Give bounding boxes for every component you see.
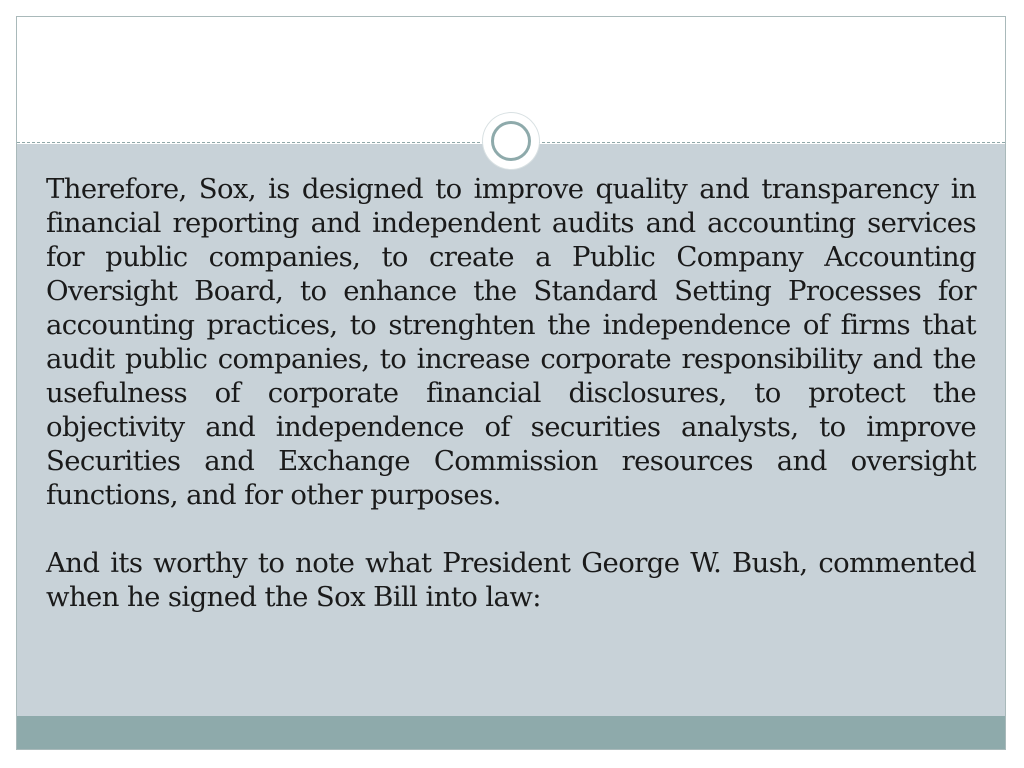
body-paragraph-bush-comment: And its worthy to note what President George W. Bush, commented when he signed the Sox Bill into law:: [46, 547, 976, 613]
slide: [16, 16, 1006, 750]
body-paragraph-sox-purpose: Therefore, Sox, is designed to improve quality and transparency in financial reporting and independent audits and accounting services for public companies, to create a Public Company Accounting Oversight Board, to enhance the Standard Setting Processes for accounting practices, to strenghten the independence of firms that audit public companies, to increase corporate responsibility and the usefulness of corporate financial disclosures, to protect the objectivity and independence of securities analysts, to improve Securities and Exchange Commission resources and oversight functions, and for other purposes.: [46, 173, 976, 511]
footer-bar: [17, 716, 1005, 750]
ornament-ring: [491, 121, 531, 161]
slide-body: [46, 172, 976, 614]
circle-ornament-icon: [483, 113, 539, 169]
